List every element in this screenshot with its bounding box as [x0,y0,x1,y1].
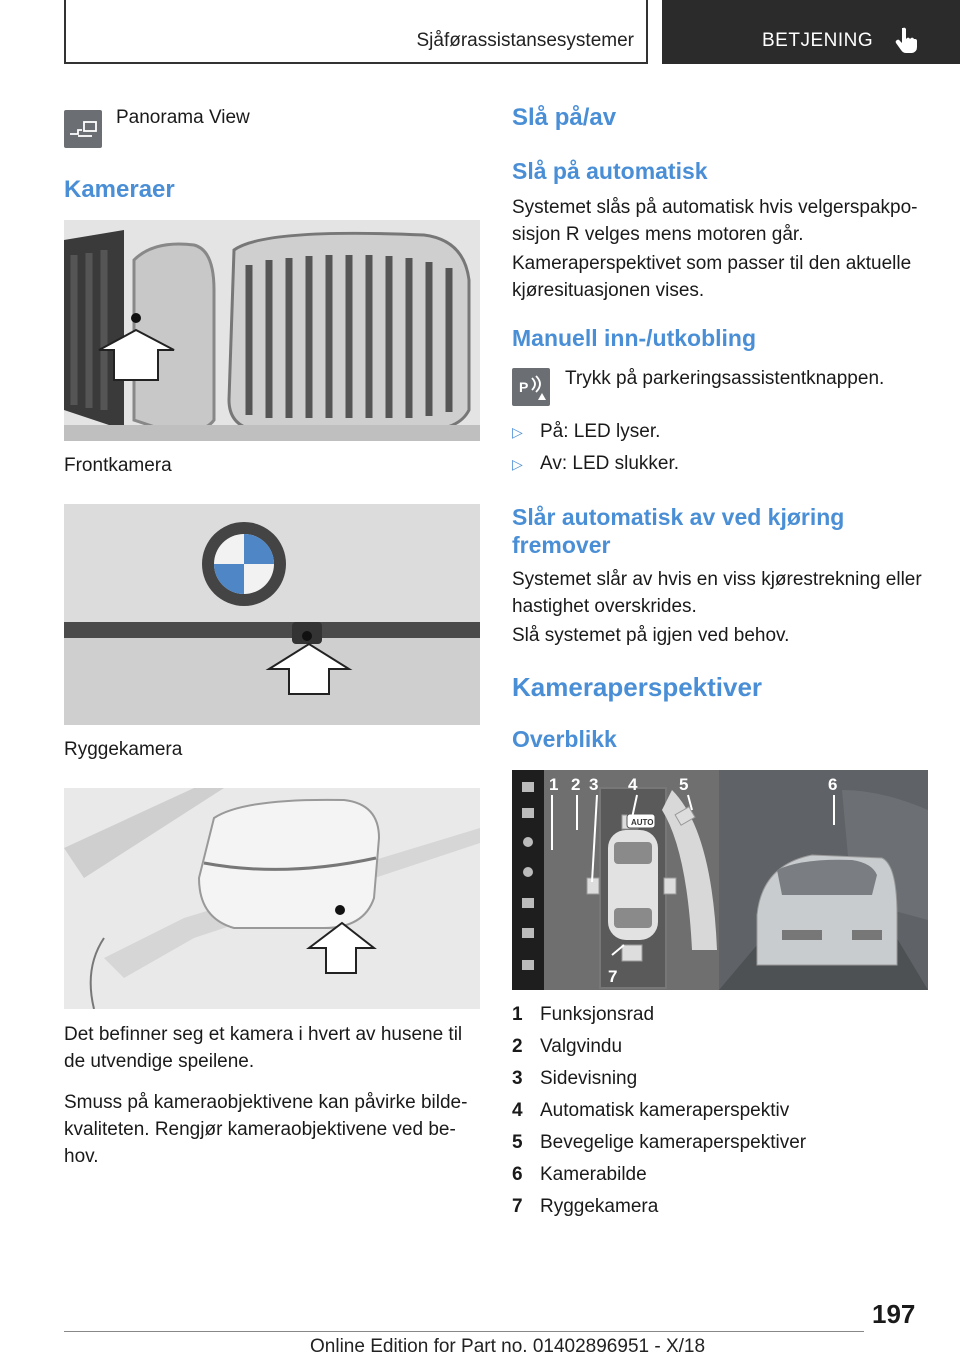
panorama-view-label: Panorama View [116,107,250,128]
rear-camera-image [64,504,480,725]
bullet-led-on: ▷ På: LED lyser. [512,421,661,442]
heading-cameras: Kameraer [64,176,175,203]
overview-number-4: 4 [628,775,638,794]
subheading-manual: Manuell inn-/utkobling [512,325,757,351]
legend-item-5: 5 Bevegelige kameraperspektiver [512,1132,807,1153]
footer-divider [64,1331,864,1332]
header-chapter-box [662,0,960,64]
paragraph-clean-lenses: Smuss på kameraobjektivene kan påvirke bilde-kvaliteten. Rengjør kameraobjektivene ved be-hov. [64,1092,468,1167]
overview-number-5: 5 [679,775,689,794]
parking-assistant-button-icon [512,368,550,406]
heading-on-off: Slå på/av [512,104,617,131]
header-chapter-title: BETJENING [762,30,874,51]
overview-number-7: 7 [608,967,618,986]
side-mirror-camera-image [64,788,480,1009]
footer-edition: Online Edition for Part no. 01402896951 - X/18 [310,1336,706,1357]
svg-text:P: P [519,379,529,395]
page-number: 197 [872,1299,916,1329]
paragraph-auto-on-2: Kameraperspektivet som passer til den aktuelle kjøresituasjonen vises. [512,253,912,301]
caption-rear-camera: Ryggekamera [64,739,183,760]
header-section-title: Sjåførassistansesystemer [416,30,634,51]
overview-number-3: 3 [589,775,599,794]
overview-number-1: 1 [549,775,559,794]
subheading-overview: Overblikk [512,726,617,752]
bullet-led-off: ▷ Av: LED slukker. [512,453,680,474]
legend-item-6: 6 Kamerabilde [512,1164,647,1185]
camera-overview-screen-image [512,770,928,990]
triangle-bullet-icon: ▷ [512,456,523,472]
legend-item-1: 1 Funksjonsrad [512,1004,655,1025]
legend-item-2: 2 Valgvindu [512,1036,623,1057]
heading-camera-perspectives: Kameraperspektiver [512,672,763,702]
pointing-hand-icon [894,26,920,54]
subheading-auto-off: Slår automatisk av ved kjøring fremover [512,504,845,558]
paragraph-auto-off-1: Systemet slår av hvis en viss kjørestrekning eller hastighet overskrides. [512,569,922,617]
legend-item-3: 3 Sidevisning [512,1068,638,1089]
manual-instruction: Trykk på parkeringsassistentknappen. [565,368,885,389]
front-camera-image [64,220,480,441]
paragraph-mirror-cameras: Det befinner seg et kamera i hvert av husene til de utvendige speilene. [64,1024,463,1072]
overview-number-2: 2 [571,775,581,794]
paragraph-auto-off-2: Slå systemet på igjen ved behov. [512,625,790,646]
caption-front-camera: Frontkamera [64,455,172,476]
paragraph-auto-on-1: Systemet slås på automatisk hvis velgerspakpo-sisjon R velges mens motoren går. [512,197,918,245]
triangle-bullet-icon: ▷ [512,424,523,440]
overview-number-6: 6 [828,775,838,794]
legend-item-4: 4 Automatisk kameraperspektiv [512,1100,790,1121]
legend-item-7: 7 Ryggekamera [512,1196,659,1217]
subheading-auto-on: Slå på automatisk [512,158,708,184]
panorama-view-icon [64,110,102,148]
header-section-box [64,0,648,64]
auto-badge: AUTO [631,818,654,827]
